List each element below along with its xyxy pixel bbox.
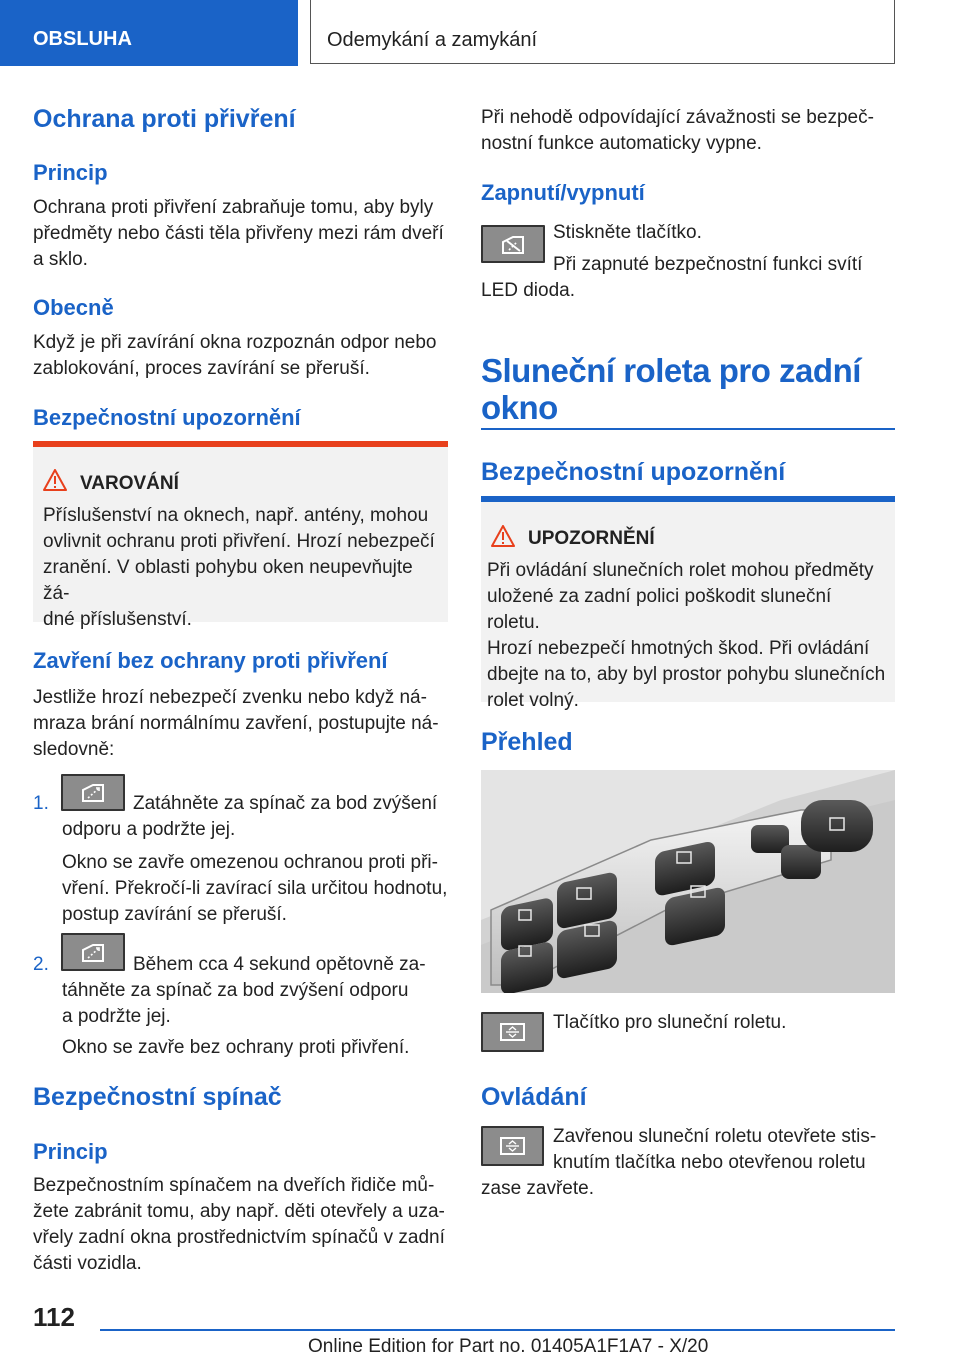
page-number: 112 (33, 1302, 75, 1332)
footer-edition: Online Edition for Part no. 01405A1F1A7 - X/20 (308, 1336, 709, 1357)
step-2-number: 2. (33, 954, 49, 975)
heading-on-off: Zapnutí/vypnutí (481, 180, 645, 205)
header-section-label: OBSLUHA (33, 28, 132, 50)
heading-princip-2: Princip (33, 1139, 108, 1164)
notice-bar (481, 496, 895, 502)
on-off-text-1: Stiskněte tlačítko. (553, 222, 702, 243)
notice-title: UPOZORNĚNÍ (528, 528, 655, 549)
operation-text-cont: zase zavřete. (481, 1178, 594, 1199)
sunblind-button-icon (481, 1126, 544, 1166)
step-1-text-cont: odporu a podržte jej. (62, 819, 236, 840)
heading-operation: Ovládání (481, 1083, 587, 1111)
on-off-text-3: LED dioda. (481, 280, 576, 301)
warning-title: VAROVÁNÍ (80, 473, 179, 494)
step-1-text: Zatáhněte za spínač za bod zvýšení (133, 793, 438, 814)
warning-bar (33, 441, 448, 447)
step-2-result: Okno se zavře bez ochrany proti přivření. (62, 1037, 410, 1058)
heading-obecne: Obecně (33, 295, 114, 320)
heading-overview: Přehled (481, 728, 573, 756)
heading-safety-switch: Bezpečnostní spínač (33, 1083, 282, 1111)
warning-body: Příslušenství na oknech, např. antény, mohou ovlivnit ochranu proti přivření. Hrozí nebezpečí zranění. V oblasti pohybu oken neupevňujte žá- dné příslušenství. (43, 505, 435, 630)
step-2-text: Během cca 4 sekund opětovně za- (133, 954, 426, 975)
heading-pinch-protection: Ochrana proti přivření (33, 105, 296, 133)
paragraph-obecne: Když je při zavírání okna rozpoznán odpor nebo zablokování, proces zavírání se přeruší. (33, 332, 437, 379)
heading-rule (481, 428, 895, 430)
on-off-text-2: Při zapnuté bezpečnostní funkci svítí (553, 254, 863, 275)
header-chapter-label: Odemykání a zamykání (327, 29, 538, 51)
warning-box (33, 441, 448, 630)
paragraph-princip: Ochrana proti přivření zabraňuje tomu, aby byly předměty nebo části těla přivřeny mezi rám dveří a sklo. (33, 197, 444, 270)
heading-safety-notes: Bezpečnostní upozornění (33, 405, 301, 430)
safety-switch-button-icon (481, 225, 545, 263)
notice-triangle-icon (491, 525, 515, 547)
paragraph-close-without-protection: Jestliže hrozí nebezpečí zvenku nebo když ná- mraza brání normálnímu zavření, postupujte ná- sledovně: (33, 687, 439, 760)
paragraph-safety-switch: Bezpečnostním spínačem na dveřích řidiče mů- žete zabránit tomu, aby např. děti otevřely a uza- vřely zadní okna prostřednictvím spínačů v zadní části vozidla. (33, 1175, 445, 1274)
step-1-number: 1. (33, 793, 49, 814)
header-chapter-box (310, 0, 895, 64)
warning-triangle-icon (43, 469, 67, 491)
notice-box (481, 496, 895, 711)
sunblind-button-icon (481, 1012, 544, 1052)
heading-safety-notes-right: Bezpečnostní upozornění (481, 458, 786, 486)
header-section-tab (0, 0, 298, 66)
notice-body: Při ovládání slunečních rolet mohou předměty uložené za zadní polici poškodit sluneční roletu. Hrozí nebezpečí hmotných škod. Při ovládání dbejte na to, aby byl prostor pohybu slunečních rolet volný. (487, 560, 886, 711)
heading-rear-sunblind: Sluneční roleta pro zadní okno (481, 352, 861, 426)
heading-close-without-protection: Zavření bez ochrany proti přivření (33, 648, 388, 673)
door-switch-panel-image (481, 770, 895, 993)
window-switch-icon (61, 774, 125, 811)
overview-button-text: Tlačítko pro sluneční roletu. (553, 1012, 787, 1033)
step-1-result: Okno se zavře omezenou ochranou proti při- vření. Překročí-li zavírací sila určitou hodnotu, postup zavírání se přeruší. (62, 852, 448, 925)
step-2-text-cont: táhněte za spínač za bod zvýšení odporu a podržte jej. (62, 980, 409, 1027)
footer-rule (100, 1329, 895, 1331)
operation-text: Zavřenou sluneční roletu otevřete stis- knutím tlačítka nebo otevřenou roletu (553, 1126, 877, 1173)
heading-princip: Princip (33, 160, 108, 185)
window-switch-icon (61, 933, 125, 971)
paragraph-accident: Při nehodě odpovídající závažnosti se bezpeč- nostní funkce automaticky vypne. (481, 107, 874, 154)
